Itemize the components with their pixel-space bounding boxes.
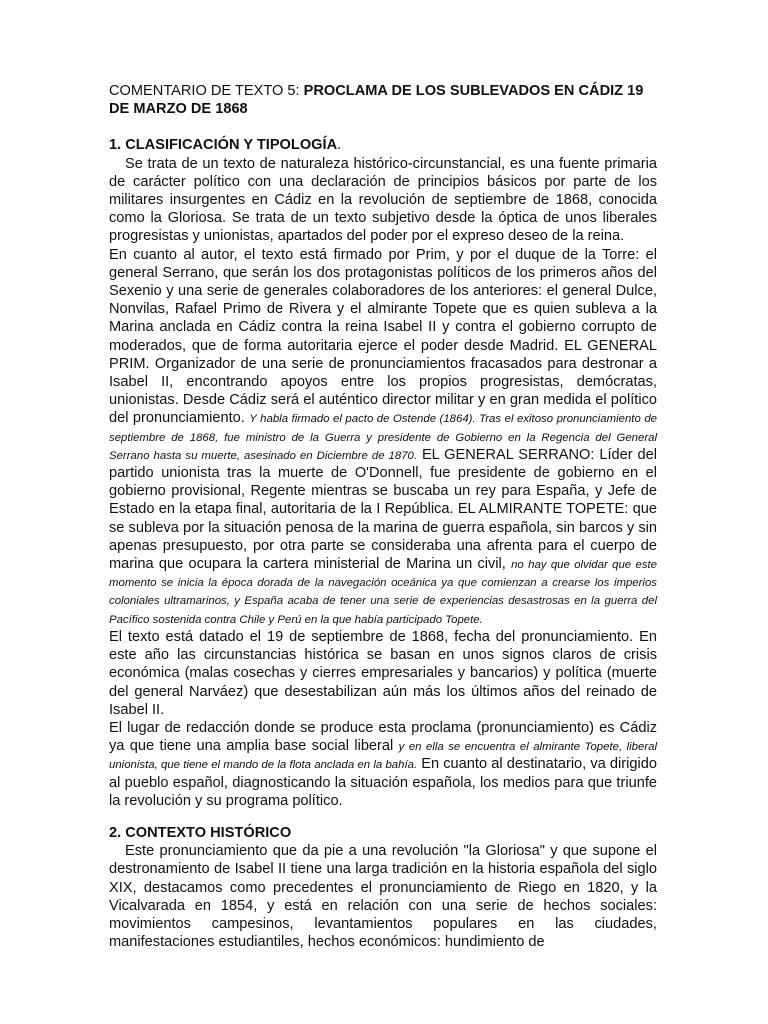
paragraph-2-text-a: En cuanto al autor, el texto está firmado por Prim, y por el duque de la Torre: el general Serrano, que serán los dos protagonistas políticos de los primeros años del Sexenio y una serie de generales colaboradores de los anteriores: el general Dulce, Nonvilas, Rafael Primo de Rivera y el almirante Topete que es quien subleva a la Marina anclada en Cádiz contra la reina Isabel II y contra el gobierno corrupto de moderados, que de forma autoritaria ejerce el poder desde Madrid. EL GENERAL PRIM. Organizador de una serie de pronunciamientos fracasados para destronar a Isabel II, encontrando apoyos entre los propios progresistas, demócratas, unionistas. Desde Cádiz será el auténtico director militar y en gran medida el político del pronunciamiento.: [109, 246, 657, 427]
title-main: PROCLAMA DE LOS SUBLEVADOS EN CÁDIZ 19 DE MARZO DE 1868: [109, 83, 644, 118]
paragraph-2-note-1: Y habla firmado el pacto de Ostende (1864). Tras el exitoso pronunciamiento de septiembre de 1868, fue ministro de la Guerra y presidente de Gobierno en la Regencia del General Serrano hasta su muerte, asesinado en Diciembre de 1870.: [109, 413, 657, 462]
paragraph-4-note: y en ella se encuentra el almirante Topete, liberal unionista, que tiene el mando de la flota anclada en la bahía.: [109, 741, 657, 772]
section-1-heading-suffix: .: [337, 137, 342, 154]
section-1-paragraph-1: Se trata de un texto de naturaleza histórico-circunstancial, es una fuente primaria de carácter político con una declaración de principios básicos por parte de los militares insurgentes en Cádiz en la revolución de septiembre de 1868, conocida como la Gloriosa. Se trata de un texto subjetivo desde la óptica de unos liberales progresistas y unionistas, apartados del poder por el expreso deseo de la reina.: [109, 155, 657, 245]
document-page: [109, 82, 657, 951]
section-1-heading-text: 1. CLASIFICACIÓN Y TIPOLOGÍA: [109, 137, 338, 154]
paragraph-4-text-a: El lugar de redacción donde se produce esta proclama (pronunciamiento) es Cádiz ya que tiene una amplia base social liberal: [109, 719, 657, 755]
section-1-paragraph-4: [109, 719, 657, 810]
document-title: [109, 82, 657, 118]
section-1-paragraph-3: El texto está datado el 19 de septiembre de 1868, fecha del pronunciamiento. En este año las circunstancias histórica se basan en unos signos claros de crisis económica (malas cosechas y cierres empresariales y bancarios) y política (muerte del general Narváez) que desestabilizan aún más los últimos años del reinado de Isabel II.: [109, 628, 657, 718]
paragraph-2-text-b: EL GENERAL SERRANO: Líder del partido unionista tras la muerte de O'Donnell, fue presidente de gobierno en el gobierno provisional, Regente mientras se buscaba un rey para España, y Jefe de Estado en la etapa final, autoritaria de la I República. EL ALMIRANTE TOPETE: que se subleva por la situación penosa de la marina de guerra española, sin barcos y sin apenas presupuesto, por otra parte se consideraba una afrenta para el cuerpo de marina que ocupara la cartera ministerial de Marina un civil,: [109, 446, 657, 573]
paragraph-4-text-b: En cuanto al destinatario, va dirigido al pueblo español, diagnosticando la situación española, los medios para que triunfe la revolución y su programa político.: [109, 756, 657, 809]
section-2-paragraph-1: Este pronunciamiento que da pie a una revolución "la Gloriosa" y que supone el destronamiento de Isabel II tiene una larga tradición en la historia española del siglo XIX, destacamos como precedentes el pronunciamiento de Riego en 1820, y la Vicalvarada en 1854, y está en relación con una serie de hechos sociales: movimientos campesinos, levantamientos populares en las ciudades, manifestaciones estudiantiles, hechos económicos: hundimiento de: [109, 843, 657, 951]
title-prefix: COMENTARIO DE TEXTO 5:: [109, 83, 304, 99]
section-1-heading: [109, 136, 657, 154]
section-2-heading: 2. CONTEXTO HISTÓRICO: [109, 824, 292, 841]
paragraph-2-note-2: no hay que olvidar que este momento se inicia la época dorada de la navegación oceánica ya que comienzan a crearse los imperios coloniales ultramarinos, y España acaba de tener una serie de experiencias desastrosas en la guerra del Pacífico sostenida contra Chile y Perú en la que había participado Topete.: [109, 559, 658, 626]
section-1-paragraph-2: [109, 246, 657, 628]
